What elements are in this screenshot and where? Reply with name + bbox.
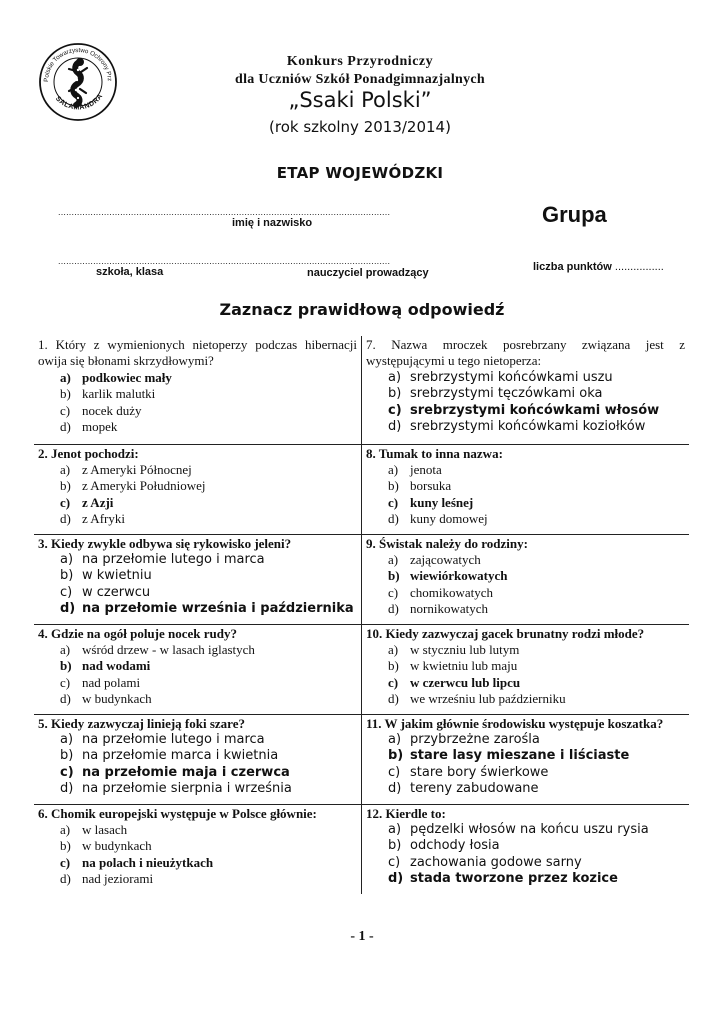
option-letter: a) — [388, 369, 402, 385]
answer-option — [388, 585, 685, 601]
option-text: borsuka — [410, 478, 452, 494]
answer-option — [60, 386, 357, 402]
stage-title: ETAP WOJEWÓDZKI — [276, 164, 444, 182]
question-cell — [34, 624, 362, 714]
group-label: Grupa — [542, 202, 607, 227]
option-text: w czerwcu lub lipcu — [410, 674, 521, 690]
answer-option — [60, 585, 357, 601]
option-letter: b) — [60, 568, 74, 584]
answer-option — [388, 732, 685, 748]
option-text: na przełomie lutego i marca — [82, 731, 265, 747]
option-letter: b) — [60, 838, 71, 854]
option-letter: d) — [60, 691, 71, 707]
question-text: 5. Kiedy zazwyczaj linieją foki szare? — [38, 715, 245, 731]
option-text: z Afryki — [82, 511, 125, 527]
salamandra-logo — [38, 42, 118, 122]
option-text: podkowiec mały — [82, 369, 172, 385]
option-letter: b) — [388, 658, 399, 674]
option-text: na przełomie sierpnia i września — [82, 781, 292, 797]
option-text: zachowania godowe sarny — [410, 854, 582, 870]
option-text: karlik malutki — [82, 386, 156, 402]
option-text: w budynkach — [82, 691, 152, 707]
answer-options — [366, 822, 685, 888]
option-letter: b) — [388, 386, 402, 402]
answer-option — [60, 495, 357, 511]
answer-option — [60, 552, 357, 568]
option-letter: d) — [60, 419, 71, 435]
answer-option — [60, 748, 357, 764]
option-text: na przełomie września i października — [82, 601, 354, 617]
option-text: nad wodami — [82, 658, 151, 674]
name-dotted-line: ........................................................................................................................... — [58, 207, 391, 217]
answer-option — [388, 691, 685, 707]
option-text: w kwietniu lub maju — [410, 658, 518, 674]
option-text: mopek — [82, 419, 118, 435]
option-letter: d) — [388, 419, 402, 435]
answer-option — [388, 568, 685, 584]
points-label: liczba punktów — [533, 261, 612, 273]
answer-option — [388, 765, 685, 781]
option-letter: a) — [388, 821, 402, 837]
option-letter: a) — [60, 641, 71, 657]
option-letter: a) — [60, 461, 71, 477]
answer-options — [38, 552, 357, 618]
school-label: szkoła, klasa — [96, 266, 164, 278]
answer-option — [388, 855, 685, 871]
question-text: 1. Który z wymienionych nietoperzy podczas hibernacji owija się błonami skrzydłowymi? — [38, 337, 357, 369]
answer-options — [38, 370, 357, 436]
question-text: 2. Jenot pochodzi: — [38, 445, 139, 461]
answer-option — [388, 675, 685, 691]
option-letter: a) — [60, 731, 74, 747]
option-letter: b) — [388, 748, 404, 764]
question-text: 12. Kierdle to: — [366, 805, 446, 821]
answer-option — [60, 370, 357, 386]
option-text: tereny zabudowane — [410, 781, 539, 797]
points-dots: ................ — [614, 261, 664, 273]
answer-option — [60, 838, 357, 854]
option-text: w budynkach — [82, 838, 152, 854]
answer-option — [388, 370, 685, 386]
question-text: 9. Świstak należy do rodziny: — [366, 535, 528, 551]
question-cell — [362, 534, 690, 624]
answer-option — [60, 732, 357, 748]
option-letter: c) — [388, 854, 401, 870]
question-text: 7. Nazwa mroczek posrebrzany związana jest z występującymi u tego nietoperza: — [366, 337, 685, 369]
answer-option — [60, 462, 357, 478]
option-text: jenota — [410, 461, 442, 477]
instruction: Zaznacz prawidłową odpowiedź — [219, 300, 505, 319]
question-text: 11. W jakim głównie środowisku występuje koszatka? — [366, 715, 664, 731]
question-cell — [34, 534, 362, 624]
option-letter: b) — [60, 658, 72, 674]
option-letter: c) — [388, 494, 399, 510]
option-letter: a) — [388, 641, 399, 657]
answer-option — [60, 765, 357, 781]
answer-option — [388, 552, 685, 568]
question-row — [34, 624, 689, 714]
answer-option — [60, 419, 357, 435]
option-text: na przełomie lutego i marca — [82, 551, 265, 567]
option-letter: d) — [388, 601, 399, 617]
option-text: z Azji — [82, 494, 114, 510]
answer-options — [38, 462, 357, 528]
option-letter: d) — [60, 781, 74, 797]
option-letter: a) — [60, 369, 71, 385]
name-label: imię i nazwisko — [232, 217, 313, 229]
answer-option — [60, 822, 357, 838]
question-row — [34, 804, 689, 894]
option-text: wiewiórkowatych — [410, 568, 508, 584]
question-text: 3. Kiedy zwykle odbywa się rykowisko jeleni? — [38, 535, 292, 551]
option-letter: c) — [60, 674, 71, 690]
answer-option — [388, 642, 685, 658]
answer-option — [60, 601, 357, 617]
option-text: nornikowatych — [410, 601, 488, 617]
option-text: kuny leśnej — [410, 494, 474, 510]
option-text: chomikowatych — [410, 584, 494, 600]
option-text: na polach i nieużytkach — [82, 854, 214, 870]
school-dotted-line: ........................................................................................................................... — [58, 256, 391, 266]
answer-option — [388, 658, 685, 674]
answer-option — [60, 511, 357, 527]
teacher-label: nauczyciel prowadzący — [307, 267, 429, 279]
option-letter: d) — [388, 511, 399, 527]
option-text: w czerwcu — [82, 584, 151, 600]
option-letter: b) — [388, 478, 399, 494]
answer-options — [38, 822, 357, 888]
option-letter: c) — [388, 764, 401, 780]
option-letter: c) — [388, 402, 402, 418]
answer-option — [60, 855, 357, 871]
question-cell — [362, 714, 690, 804]
answer-options — [366, 552, 685, 618]
option-text: we wrześniu lub październiku — [410, 691, 566, 707]
option-letter: d) — [388, 871, 404, 887]
answer-options — [38, 732, 357, 798]
answer-options — [366, 732, 685, 798]
option-letter: c) — [60, 402, 71, 418]
option-letter: b) — [60, 478, 71, 494]
school-year: (rok szkolny 2013/2014) — [269, 118, 451, 136]
option-letter: c) — [60, 854, 71, 870]
option-text: odchody łosia — [410, 838, 500, 854]
option-letter: a) — [60, 551, 74, 567]
option-letter: b) — [60, 748, 74, 764]
option-text: srebrzystymi końcówkami uszu — [410, 369, 613, 385]
option-letter: b) — [60, 386, 71, 402]
option-text: w styczniu lub lutym — [410, 641, 520, 657]
answer-option — [60, 691, 357, 707]
question-text: 10. Kiedy zazwyczaj gacek brunatny rodzi młode? — [366, 625, 645, 641]
answer-option — [388, 511, 685, 527]
option-letter: b) — [388, 568, 400, 584]
contest-audience: dla Uczniów Szkół Ponadgimnazjalnych — [235, 72, 485, 87]
option-text: stare lasy mieszane i liściaste — [410, 748, 630, 764]
option-text: z Ameryki Południowej — [82, 478, 206, 494]
svg-text:Polskie Towarzystwo Ochrony Pr: Polskie Towarzystwo Ochrony Prz — [42, 46, 114, 83]
answer-option — [60, 568, 357, 584]
svg-text:SALAMANDRA: SALAMANDRA — [53, 92, 105, 112]
option-text: zającowatych — [410, 551, 481, 567]
contest-name: Konkurs Przyrodniczy — [286, 54, 434, 69]
option-letter: a) — [388, 551, 399, 567]
option-text: na przełomie maja i czerwca — [82, 764, 290, 780]
question-cell — [362, 624, 690, 714]
answer-option — [60, 403, 357, 419]
question-cell — [362, 336, 690, 444]
page-number: - 1 - — [350, 929, 374, 944]
option-letter: c) — [60, 494, 71, 510]
question-text: 8. Tumak to inna nazwa: — [366, 445, 503, 461]
option-text: w kwietniu — [82, 568, 152, 584]
question-text: 4. Gdzie na ogół poluje nocek rudy? — [38, 625, 237, 641]
question-cell — [34, 714, 362, 804]
option-text: na przełomie marca i kwietnia — [82, 748, 279, 764]
question-row — [34, 444, 689, 534]
answer-option — [388, 462, 685, 478]
option-letter: c) — [388, 674, 399, 690]
answer-option — [60, 871, 357, 887]
answer-options — [366, 370, 685, 436]
answer-options — [38, 642, 357, 708]
option-letter: a) — [60, 821, 71, 837]
option-text: przybrzeżne zarośla — [410, 731, 540, 747]
option-text: z Ameryki Północnej — [82, 461, 192, 477]
contest-title: „Ssaki Polski” — [288, 88, 432, 112]
answer-option — [60, 658, 357, 674]
answer-option — [388, 419, 685, 435]
answer-option — [60, 781, 357, 797]
option-letter: a) — [388, 461, 399, 477]
answer-option — [388, 748, 685, 764]
answer-option — [388, 386, 685, 402]
option-text: nocek duży — [82, 402, 142, 418]
option-letter: c) — [60, 764, 74, 780]
option-letter: a) — [388, 731, 402, 747]
option-letter: b) — [388, 838, 402, 854]
option-text: srebrzystymi tęczówkami oka — [410, 386, 603, 402]
question-row — [34, 714, 689, 804]
answer-option — [388, 495, 685, 511]
option-text: w lasach — [82, 821, 128, 837]
answer-option — [388, 781, 685, 797]
option-text: srebrzystymi końcówkami włosów — [410, 402, 660, 418]
option-letter: c) — [388, 584, 399, 600]
answer-option — [388, 822, 685, 838]
answer-option — [60, 478, 357, 494]
option-letter: d) — [388, 691, 399, 707]
option-text: stare bory świerkowe — [410, 764, 549, 780]
questions-table — [34, 336, 689, 894]
option-text: kuny domowej — [410, 511, 488, 527]
option-text: nad jeziorami — [82, 871, 154, 887]
answer-options — [366, 642, 685, 708]
option-text: srebrzystymi końcówkami koziołków — [410, 419, 646, 435]
option-text: wśród drzew - w lasach iglastych — [82, 641, 255, 657]
option-letter: d) — [388, 781, 402, 797]
question-cell — [362, 804, 690, 894]
answer-option — [60, 642, 357, 658]
question-row — [34, 534, 689, 624]
option-letter: d) — [60, 601, 76, 617]
answer-option — [388, 478, 685, 494]
option-text: stada tworzone przez kozice — [410, 871, 618, 887]
answer-option — [388, 871, 685, 887]
answer-option — [388, 838, 685, 854]
option-letter: d) — [60, 871, 71, 887]
option-text: pędzelki włosów na końcu uszu rysia — [410, 821, 649, 837]
points-field — [533, 261, 664, 273]
option-text: nad polami — [82, 674, 141, 690]
answer-option — [388, 601, 685, 617]
option-letter: d) — [60, 511, 71, 527]
answer-option — [60, 675, 357, 691]
answer-options — [366, 462, 685, 528]
question-cell — [362, 444, 690, 534]
question-text: 6. Chomik europejski występuje w Polsce głównie: — [38, 805, 317, 821]
question-cell — [34, 336, 362, 444]
answer-option — [388, 403, 685, 419]
question-cell — [34, 444, 362, 534]
option-letter: c) — [60, 584, 73, 600]
question-row — [34, 336, 689, 444]
question-cell — [34, 804, 362, 894]
